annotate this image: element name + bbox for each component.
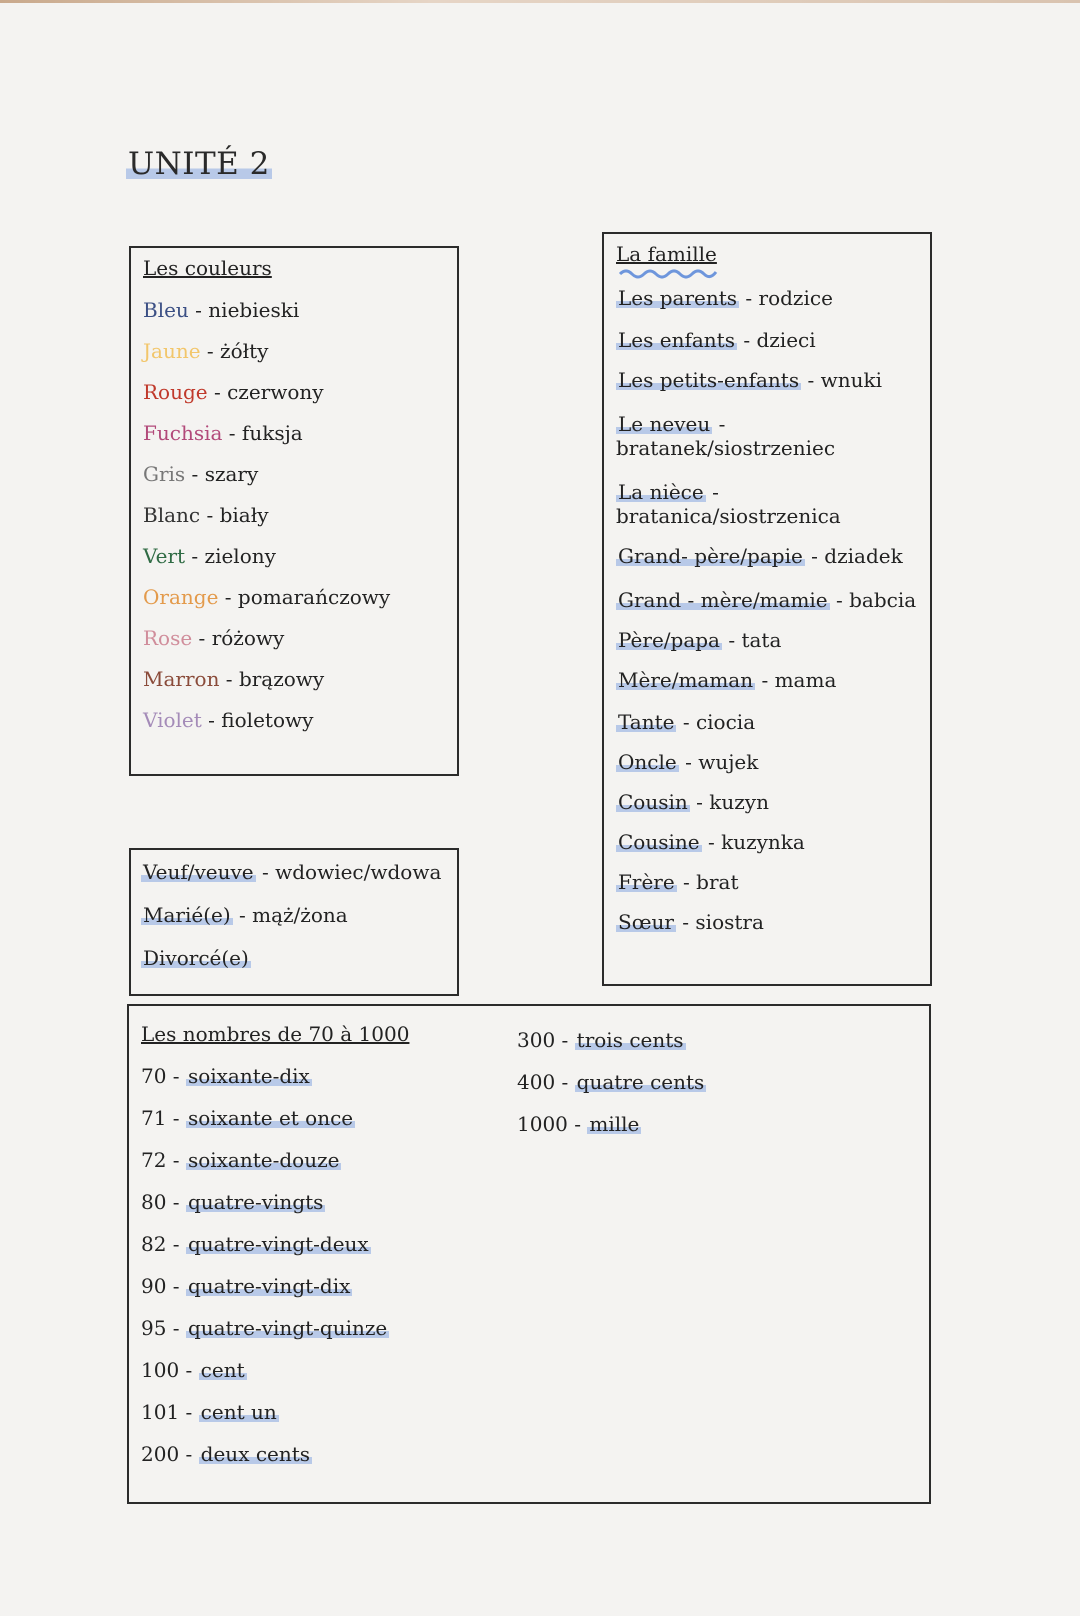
separator: - bbox=[207, 380, 228, 404]
number-words: trois cents bbox=[576, 1028, 684, 1052]
separator: - bbox=[804, 544, 825, 568]
color-row bbox=[143, 585, 390, 609]
family-polish: ciocia bbox=[695, 710, 756, 734]
separator: - bbox=[232, 903, 253, 927]
family-french: Grand - mère/mamie bbox=[618, 588, 828, 612]
family-polish: siostra bbox=[695, 910, 764, 934]
color-french: Marron bbox=[143, 667, 220, 691]
separator: - bbox=[701, 830, 722, 854]
color-polish: żółty bbox=[220, 339, 269, 363]
color-polish: szary bbox=[204, 462, 259, 486]
family-row bbox=[616, 286, 833, 310]
marital-polish: wdowiec/wdowa bbox=[275, 860, 442, 884]
marital-row bbox=[141, 860, 441, 884]
family-french: Le neveu bbox=[618, 412, 711, 436]
family-box bbox=[602, 232, 932, 986]
number-digits: 101 bbox=[141, 1400, 180, 1424]
separator: - bbox=[755, 668, 775, 692]
color-french: Jaune bbox=[143, 339, 201, 363]
number-words: soixante-dix bbox=[187, 1064, 310, 1088]
number-words: quatre-vingts bbox=[187, 1190, 324, 1214]
family-polish: bratanek/siostrzeniec bbox=[616, 436, 836, 460]
colors-box bbox=[129, 246, 459, 776]
separator: - bbox=[166, 1232, 186, 1256]
separator: - bbox=[179, 1442, 199, 1466]
number-row bbox=[517, 1070, 706, 1094]
family-row bbox=[616, 830, 805, 854]
separator: - bbox=[705, 480, 719, 504]
marital-status-box bbox=[129, 848, 459, 996]
family-row bbox=[616, 710, 755, 734]
number-digits: 400 bbox=[517, 1070, 556, 1094]
numbers-box bbox=[127, 1004, 931, 1504]
number-words: quatre-vingt-dix bbox=[187, 1274, 351, 1298]
color-row bbox=[143, 462, 258, 486]
numbers-heading: Les nombres de 70 à 1000 bbox=[141, 1022, 410, 1046]
number-words: quatre-vingt-quinze bbox=[187, 1316, 388, 1340]
family-row bbox=[616, 910, 764, 934]
number-row bbox=[517, 1112, 641, 1136]
number-digits: 300 bbox=[517, 1028, 556, 1052]
family-polish: wujek bbox=[698, 750, 759, 774]
separator: - bbox=[166, 1316, 186, 1340]
marital-polish: mąż/żona bbox=[252, 903, 348, 927]
family-heading bbox=[616, 242, 717, 266]
color-polish: brązowy bbox=[238, 667, 325, 691]
number-words: quatre-vingt-deux bbox=[187, 1232, 369, 1256]
family-row bbox=[616, 544, 903, 568]
number-row bbox=[141, 1442, 312, 1466]
family-french: Sœur bbox=[618, 910, 674, 934]
number-digits: 200 bbox=[141, 1442, 180, 1466]
separator: - bbox=[185, 544, 205, 568]
color-row bbox=[143, 503, 269, 527]
family-heading-text: La famille bbox=[616, 242, 717, 266]
family-polish: dzieci bbox=[756, 328, 816, 352]
separator: - bbox=[179, 1358, 199, 1382]
color-row bbox=[143, 421, 303, 445]
family-french: Oncle bbox=[618, 750, 677, 774]
color-french: Rouge bbox=[143, 380, 208, 404]
number-words: cent bbox=[200, 1358, 245, 1382]
family-row bbox=[616, 480, 906, 528]
separator: - bbox=[219, 667, 239, 691]
family-french: Cousin bbox=[618, 790, 688, 814]
number-digits: 71 bbox=[141, 1106, 167, 1130]
separator: - bbox=[676, 710, 696, 734]
color-row bbox=[143, 339, 268, 363]
family-row bbox=[616, 750, 758, 774]
color-row bbox=[143, 626, 284, 650]
separator: - bbox=[689, 790, 710, 814]
family-row bbox=[616, 368, 882, 392]
number-words: mille bbox=[589, 1112, 640, 1136]
wavy-underline bbox=[618, 268, 718, 280]
family-french: Les enfants bbox=[618, 328, 735, 352]
number-digits: 90 bbox=[141, 1274, 167, 1298]
separator: - bbox=[736, 328, 757, 352]
family-polish: rodzice bbox=[758, 286, 833, 310]
color-french: Orange bbox=[143, 585, 219, 609]
family-row bbox=[616, 412, 906, 460]
number-digits: 82 bbox=[141, 1232, 167, 1256]
color-row bbox=[143, 380, 324, 404]
family-row bbox=[616, 870, 738, 894]
page-title-text: UNITÉ 2 bbox=[128, 146, 270, 182]
separator: - bbox=[192, 626, 212, 650]
family-french: Frère bbox=[618, 870, 675, 894]
color-polish: niebieski bbox=[208, 298, 300, 322]
number-words: deux cents bbox=[200, 1442, 311, 1466]
family-row bbox=[616, 790, 769, 814]
family-polish: kuzyn bbox=[709, 790, 769, 814]
family-polish: bratanica/siostrzenica bbox=[616, 504, 841, 528]
number-row bbox=[141, 1190, 325, 1214]
number-digits: 70 bbox=[141, 1064, 167, 1088]
number-row bbox=[141, 1274, 352, 1298]
marital-row bbox=[141, 946, 251, 970]
colors-heading: Les couleurs bbox=[143, 256, 272, 280]
separator: - bbox=[255, 860, 276, 884]
page-top-edge bbox=[0, 0, 1080, 3]
separator: - bbox=[678, 750, 699, 774]
number-digits: 100 bbox=[141, 1358, 180, 1382]
marital-row bbox=[141, 903, 348, 927]
separator: - bbox=[676, 870, 697, 894]
separator: - bbox=[166, 1274, 186, 1298]
separator: - bbox=[721, 628, 742, 652]
number-words: quatre cents bbox=[576, 1070, 705, 1094]
number-row bbox=[141, 1316, 389, 1340]
color-french: Rose bbox=[143, 626, 193, 650]
separator: - bbox=[829, 588, 850, 612]
separator: - bbox=[185, 462, 205, 486]
separator: - bbox=[200, 503, 220, 527]
number-words: soixante-douze bbox=[187, 1148, 340, 1172]
separator: - bbox=[166, 1064, 186, 1088]
separator: - bbox=[200, 339, 221, 363]
separator: - bbox=[188, 298, 209, 322]
family-french: La nièce bbox=[618, 480, 704, 504]
separator: - bbox=[712, 412, 726, 436]
separator: - bbox=[222, 421, 242, 445]
separator: - bbox=[675, 910, 696, 934]
color-french: Bleu bbox=[143, 298, 189, 322]
color-french: Blanc bbox=[143, 503, 201, 527]
number-row bbox=[141, 1232, 371, 1256]
family-french: Cousine bbox=[618, 830, 700, 854]
separator: - bbox=[201, 708, 222, 732]
separator: - bbox=[218, 585, 238, 609]
number-digits: 80 bbox=[141, 1190, 167, 1214]
family-row bbox=[616, 668, 836, 692]
family-french: Mère/maman bbox=[618, 668, 754, 692]
number-words: soixante et once bbox=[187, 1106, 354, 1130]
family-french: Les parents bbox=[618, 286, 738, 310]
marital-french: Veuf/veuve bbox=[143, 860, 254, 884]
family-polish: wnuki bbox=[820, 368, 882, 392]
number-words: cent un bbox=[200, 1400, 277, 1424]
page-title bbox=[126, 146, 272, 182]
color-french: Fuchsia bbox=[143, 421, 223, 445]
family-row bbox=[616, 628, 781, 652]
color-polish: pomarańczowy bbox=[237, 585, 391, 609]
family-french: Les petits-enfants bbox=[618, 368, 800, 392]
family-row bbox=[616, 588, 916, 612]
color-polish: fuksja bbox=[241, 421, 303, 445]
number-row bbox=[141, 1148, 341, 1172]
color-row bbox=[143, 298, 299, 322]
separator: - bbox=[166, 1148, 186, 1172]
number-row bbox=[141, 1106, 355, 1130]
separator: - bbox=[567, 1112, 588, 1136]
number-row bbox=[141, 1400, 279, 1424]
color-polish: czerwony bbox=[227, 380, 324, 404]
color-polish: zielony bbox=[204, 544, 276, 568]
color-polish: fioletowy bbox=[221, 708, 314, 732]
number-row bbox=[141, 1064, 312, 1088]
number-row bbox=[141, 1358, 247, 1382]
family-french: Tante bbox=[618, 710, 675, 734]
family-polish: babcia bbox=[849, 588, 917, 612]
separator: - bbox=[555, 1070, 575, 1094]
family-polish: dziadek bbox=[824, 544, 903, 568]
separator: - bbox=[166, 1106, 186, 1130]
family-polish: kuzynka bbox=[721, 830, 805, 854]
separator: - bbox=[166, 1190, 186, 1214]
separator: - bbox=[801, 368, 821, 392]
number-digits: 1000 bbox=[517, 1112, 568, 1136]
marital-french: Marié(e) bbox=[143, 903, 231, 927]
color-row bbox=[143, 544, 276, 568]
color-french: Gris bbox=[143, 462, 186, 486]
marital-french: Divorcé(e) bbox=[143, 946, 249, 970]
separator: - bbox=[179, 1400, 199, 1424]
color-french: Vert bbox=[143, 544, 186, 568]
color-polish: biały bbox=[219, 503, 269, 527]
family-polish: tata bbox=[741, 628, 782, 652]
family-french: Grand- père/papie bbox=[618, 544, 803, 568]
color-polish: różowy bbox=[211, 626, 285, 650]
family-polish: mama bbox=[774, 668, 837, 692]
number-row bbox=[517, 1028, 686, 1052]
color-row bbox=[143, 708, 313, 732]
separator: - bbox=[739, 286, 759, 310]
color-french: Violet bbox=[143, 708, 202, 732]
color-row bbox=[143, 667, 324, 691]
number-digits: 95 bbox=[141, 1316, 167, 1340]
family-row bbox=[616, 328, 816, 352]
number-digits: 72 bbox=[141, 1148, 167, 1172]
family-polish: brat bbox=[696, 870, 739, 894]
family-french: Père/papa bbox=[618, 628, 720, 652]
separator: - bbox=[555, 1028, 575, 1052]
